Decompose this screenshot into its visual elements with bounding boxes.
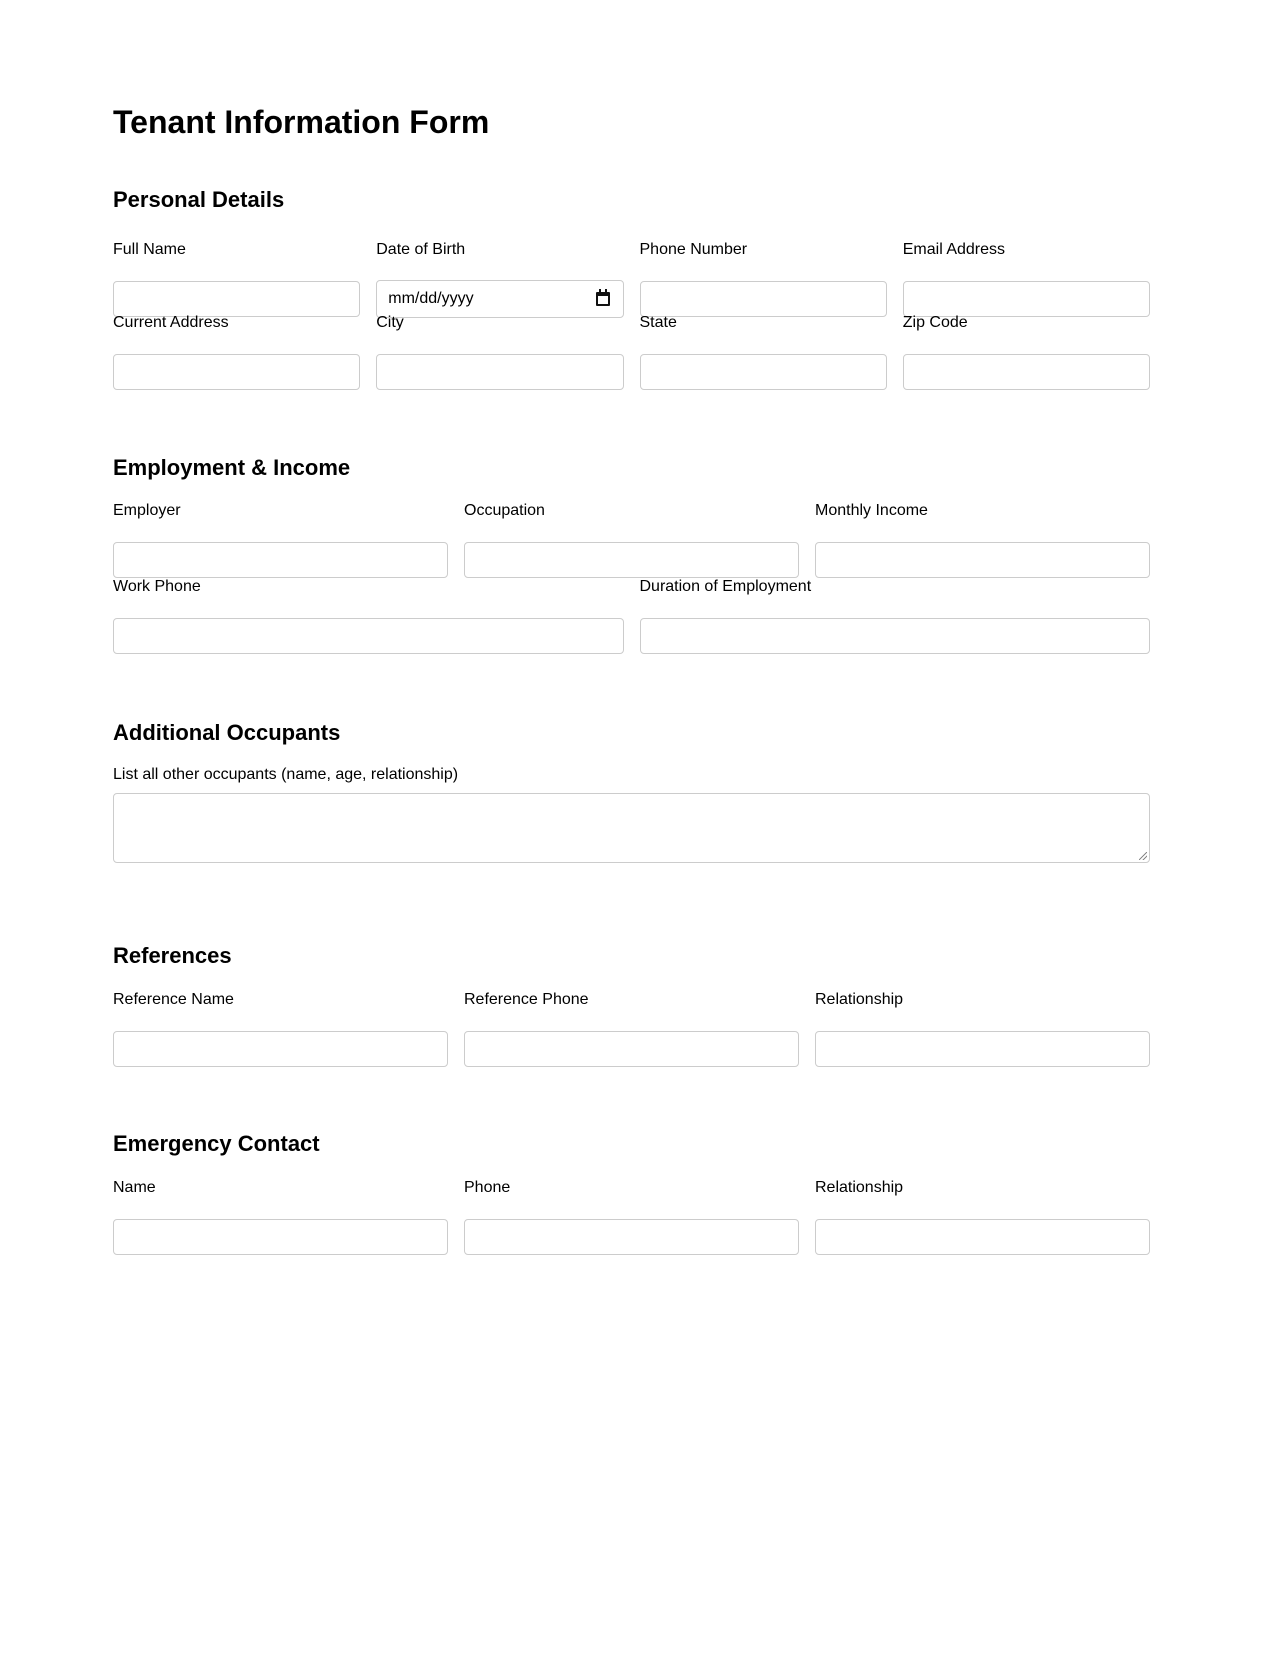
state-input[interactable] (640, 354, 887, 390)
field-work-phone (113, 578, 624, 654)
section-heading-personal: Personal Details (113, 187, 285, 212)
city-input[interactable] (376, 354, 623, 390)
duration-input[interactable] (640, 618, 1151, 654)
label-email: Email Address (902, 241, 1006, 258)
occupants-row (113, 766, 1150, 863)
field-emergency-relationship (815, 1179, 1150, 1255)
field-reference-name (113, 991, 448, 1067)
personal-row-1 (113, 241, 1150, 318)
field-phone (640, 241, 887, 318)
employment-row-2 (113, 578, 1150, 654)
label-emergency-name: Name (113, 1179, 156, 1196)
dob-input[interactable] (376, 280, 623, 318)
field-email (903, 241, 1150, 318)
emergency-relationship-input[interactable] (815, 1219, 1150, 1255)
label-duration: Duration of Employment (639, 578, 812, 595)
field-duration (640, 578, 1151, 654)
label-occupants: List all other occupants (name, age, relationship) (113, 766, 459, 783)
label-reference-phone: Reference Phone (464, 991, 589, 1008)
section-heading-emergency: Emergency Contact (113, 1131, 320, 1156)
label-state: State (639, 314, 677, 331)
full-name-input[interactable] (113, 281, 360, 317)
employment-row-1 (113, 502, 1150, 578)
label-address: Current Address (113, 314, 229, 331)
label-employer: Employer (113, 502, 181, 519)
field-city (376, 314, 623, 390)
personal-row-2 (113, 314, 1150, 390)
occupation-input[interactable] (464, 542, 799, 578)
references-row (113, 991, 1150, 1067)
zip-input[interactable] (903, 354, 1150, 390)
label-reference-name: Reference Name (113, 991, 234, 1008)
label-emergency-phone: Phone (464, 1179, 511, 1196)
emergency-name-input[interactable] (113, 1219, 448, 1255)
field-reference-phone (464, 991, 799, 1067)
field-occupants (113, 766, 1150, 863)
label-emergency-relationship: Relationship (815, 1179, 904, 1196)
field-address (113, 314, 360, 390)
field-reference-relationship (815, 991, 1150, 1067)
field-employer (113, 502, 448, 578)
label-zip: Zip Code (902, 314, 968, 331)
label-phone: Phone Number (639, 241, 748, 258)
label-work-phone: Work Phone (113, 578, 201, 595)
label-reference-relationship: Relationship (815, 991, 904, 1008)
monthly-income-input[interactable] (815, 542, 1150, 578)
reference-relationship-input[interactable] (815, 1031, 1150, 1067)
label-dob: Date of Birth (376, 241, 466, 258)
label-city: City (376, 314, 404, 331)
field-emergency-phone (464, 1179, 799, 1255)
field-occupation (464, 502, 799, 578)
label-occupation: Occupation (464, 502, 545, 519)
field-monthly-income (815, 502, 1150, 578)
resize-handle-icon[interactable] (1139, 852, 1147, 860)
field-zip (903, 314, 1150, 390)
employer-input[interactable] (113, 542, 448, 578)
work-phone-input[interactable] (113, 618, 624, 654)
reference-phone-input[interactable] (464, 1031, 799, 1067)
section-heading-employment: Employment & Income (113, 455, 351, 480)
field-dob (376, 241, 623, 318)
occupants-textarea[interactable] (113, 793, 1150, 863)
emergency-phone-input[interactable] (464, 1219, 799, 1255)
page-title: Tenant Information Form (113, 104, 490, 140)
label-full-name: Full Name (113, 241, 186, 258)
section-heading-occupants: Additional Occupants (113, 720, 341, 745)
field-state (640, 314, 887, 390)
address-input[interactable] (113, 354, 360, 390)
label-monthly-income: Monthly Income (815, 502, 928, 519)
dob-placeholder: mm/dd/yyyy (388, 290, 474, 307)
field-emergency-name (113, 1179, 448, 1255)
reference-name-input[interactable] (113, 1031, 448, 1067)
email-input[interactable] (903, 281, 1150, 317)
phone-input[interactable] (640, 281, 887, 317)
field-full-name (113, 241, 360, 318)
section-heading-references: References (113, 943, 232, 968)
calendar-icon[interactable] (596, 292, 610, 306)
emergency-row (113, 1179, 1150, 1255)
